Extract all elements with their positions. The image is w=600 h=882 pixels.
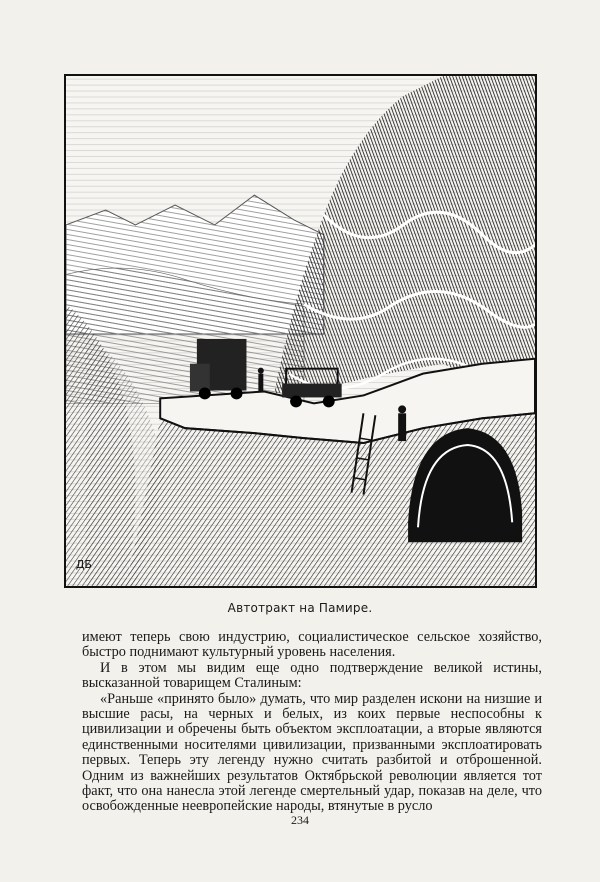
page-number: 234 xyxy=(291,813,309,827)
paragraph: И в этом мы видим еще одно подтверждение великой истины, высказанной товарищем Сталиным: xyxy=(82,659,542,692)
engraving-illustration xyxy=(64,74,537,588)
artist-monogram: ДБ xyxy=(75,557,92,571)
figure-caption: Автотракт на Памире. xyxy=(227,601,373,615)
paragraph: имеют теперь свою индустрию, социалистическое сельское хозяйство, быстро поднимают культурный уровень населения. xyxy=(82,629,542,661)
mountain-road-illustration xyxy=(66,76,535,586)
paragraph: «Раньше «принято было» думать, что мир разделен искони на низшие и высшие расы, на черных и белых, из коих первые неспособны к цивилизации и обречены быть объектом эксплоатации, а вторые являются единственными носителями цивилизации, призванными эксплоатировать первых. Теперь эту легенду нужно считать разбитой и отброшенной. Одним из важнейших результатов Октябрьской революции является тот факт, что она нанесла этой легенде смертельный удар, показав на деле, что освобожденные неевропейские народы, втянутые в русло xyxy=(82,690,542,815)
body-text xyxy=(82,630,542,815)
